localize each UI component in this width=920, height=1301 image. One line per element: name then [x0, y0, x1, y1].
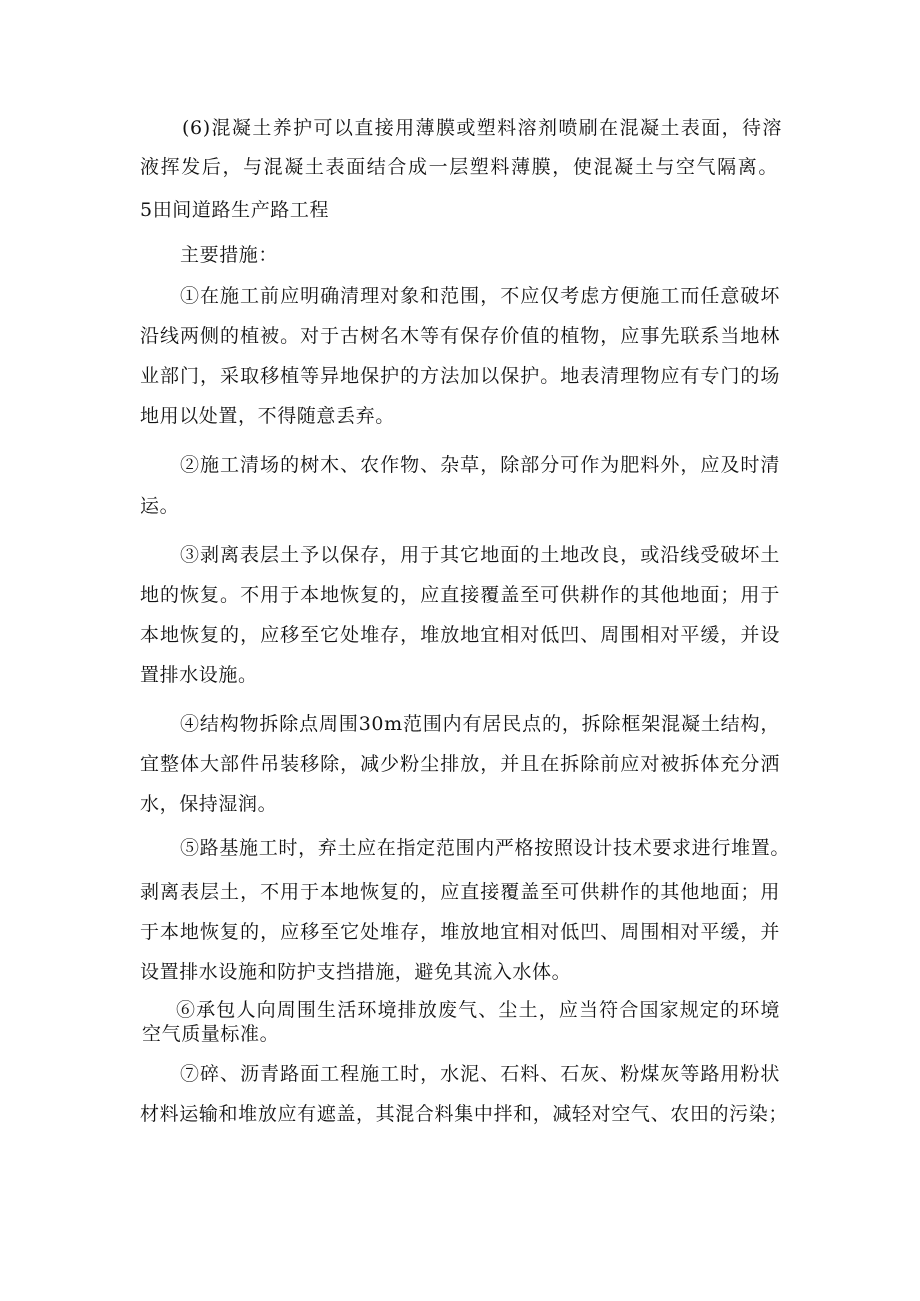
text-line: (6)混凝土养护可以直接用薄膜或塑料溶剂喷刷在混凝土表面，待溶	[182, 117, 782, 139]
text-line: ③剥离表层土予以保存，用于其它地面的土地改良，或沿线受破坏土	[180, 544, 780, 566]
text-line: 剥离表层土，不用于本地恢复的，应直接覆盖至可供耕作的其他地面；用	[140, 881, 780, 903]
section-heading: 5田间道路生产路工程	[140, 199, 330, 221]
text-line: 材料运输和堆放应有遮盖，其混合料集中拌和，减轻对空气、农田的污染；	[140, 1103, 788, 1125]
text-line: 液挥发后，与混凝土表面结合成一层塑料薄膜，使混凝土与空气隔离。	[140, 156, 778, 178]
text-line: 业部门，采取移植等异地保护的方法加以保护。地表清理物应有专门的场	[140, 365, 780, 387]
text-line: ①在施工前应明确清理对象和范围，不应仅考虑方便施工而任意破坏	[180, 285, 780, 307]
text-line: 于本地恢复的，应移至它处堆存，堆放地宜相对低凹、周围相对平缓，并	[140, 921, 780, 943]
text-line: 地用以处置，不得随意丢弃。	[140, 405, 395, 427]
text-line: 置排水设施。	[140, 664, 258, 686]
text-line: 设置排水设施和防护支挡措施，避免其流入水体。	[140, 961, 572, 983]
text-line: ②施工清场的树木、农作物、杂草，除部分可作为肥料外，应及时清	[180, 454, 780, 476]
text-line: 空气质量标准。	[142, 1023, 280, 1045]
text-line: 本地恢复的，应移至它处堆存，堆放地宜相对低凹、周围相对平缓，并设	[140, 624, 780, 646]
text-line: ⑥承包人向周围生活环境排放废气、尘土，应当符合国家规定的环境	[176, 999, 780, 1021]
text-line: 地的恢复。不用于本地恢复的，应直接覆盖至可供耕作的其他地面；用于	[140, 584, 780, 606]
text-line: ⑤路基施工时，弃土应在指定范围内严格按照设计技术要求进行堆置。	[180, 837, 790, 859]
text-line: ④结构物拆除点周围30m范围内有居民点的，拆除框架混凝土结构，	[180, 713, 780, 735]
text-line: 运。	[140, 495, 180, 517]
text-line: 宜整体大部件吊装移除，减少粉尘排放，并且在拆除前应对被拆体充分洒	[140, 753, 780, 775]
text-line: 水，保持湿润。	[140, 793, 278, 815]
text-line: 沿线两侧的植被。对于古树名木等有保存价值的植物，应事先联系当地林	[140, 325, 780, 347]
subheading: 主要措施：	[180, 244, 279, 266]
text-line: ⑦碎、沥青路面工程施工时，水泥、石料、石灰、粉煤灰等路用粉状	[180, 1063, 780, 1085]
